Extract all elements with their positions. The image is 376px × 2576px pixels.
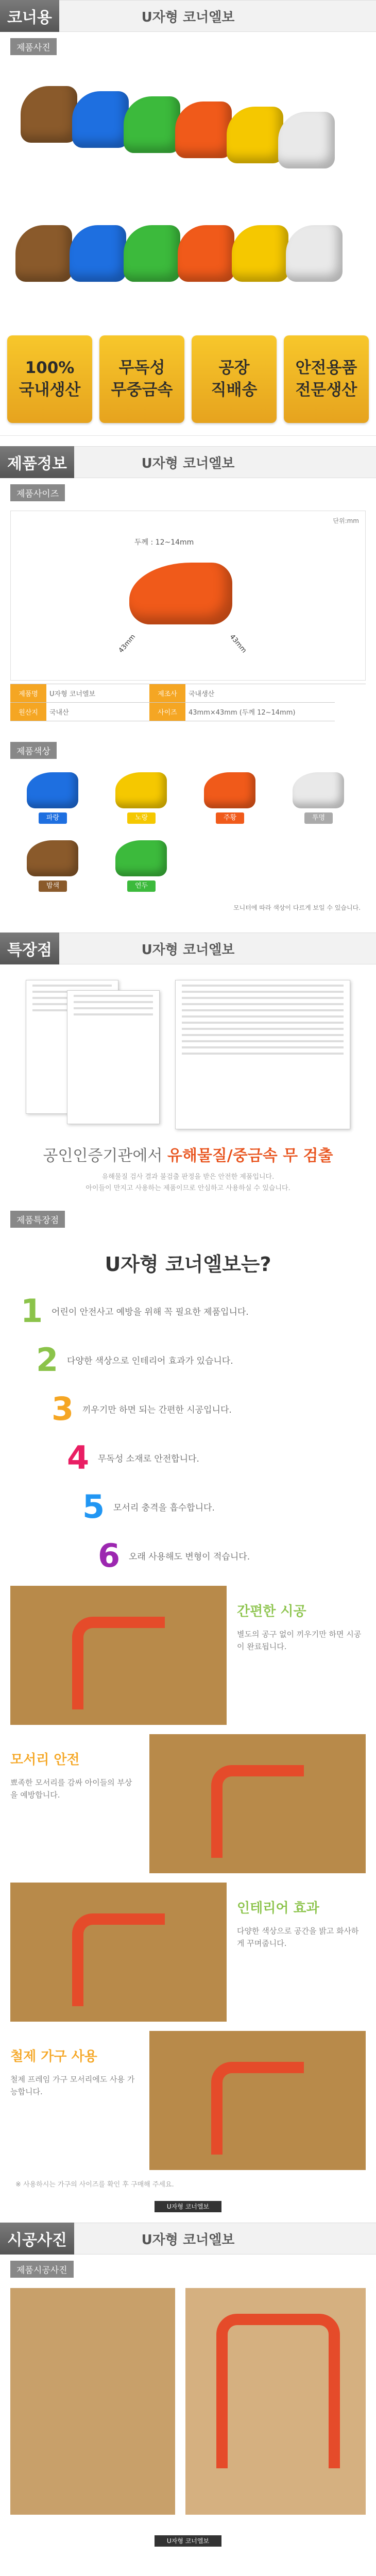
feature-detail-label: 제품특장점 [10, 1211, 65, 1228]
color-chip [115, 840, 167, 876]
color-swatch [104, 767, 183, 824]
footer-pill: U자형 코너엘보 [155, 2535, 221, 2547]
certificate-area [0, 964, 376, 1140]
spec-value: 국내생산 [185, 684, 335, 703]
feature-note: ※ 사용하시는 가구의 사이즈를 확인 후 구매해 주세요. [15, 2181, 174, 2189]
unit-label: 단위:mm [333, 517, 359, 524]
clip-orange [175, 101, 232, 158]
why-item [21, 1390, 355, 1428]
spec-key: 제조사 [149, 684, 185, 703]
color-swatch [15, 767, 95, 824]
section-title: U자형 코너엘보 [141, 455, 235, 471]
why-number: 1 [21, 1292, 43, 1330]
dim-label-2: 43mm [228, 633, 248, 655]
why-title: U자형 코너엘보는? [105, 1253, 271, 1276]
why-number: 5 [82, 1488, 105, 1526]
why-number: 6 [98, 1537, 121, 1575]
spec-value: 43mm×43mm (두께 12~14mm) [185, 703, 335, 721]
why-text: 무독성 소재로 안전합니다. [98, 1454, 199, 1465]
size-diagram [10, 511, 366, 681]
corner-elbow [211, 1765, 304, 1858]
color-swatch [193, 767, 272, 824]
section-tag: 코너용 [0, 0, 59, 32]
spec-key: 제품명 [10, 684, 46, 703]
feature-heading: 모서리 안전 [10, 1752, 80, 1768]
feature-desc: 다양한 색상으로 공간을 밝고 화사하게 꾸며줍니다. [237, 1926, 359, 1948]
orange-elbow [129, 563, 232, 624]
clip-clear-2 [286, 225, 343, 282]
corner-elbow [72, 1617, 165, 1709]
spec-key: 사이즈 [149, 703, 185, 721]
color-chip [293, 772, 344, 808]
clip-brown-2 [15, 225, 72, 282]
color-note: 모니터에 따라 색상이 다르게 보일 수 있습니다. [233, 904, 361, 911]
feature-text [10, 1750, 139, 1801]
clip-yellow-2 [232, 225, 288, 282]
color-swatch [104, 835, 183, 892]
clip-yellow [227, 107, 283, 163]
color-chip [204, 772, 255, 808]
feature-desc: 철제 프레임 가구 모서리에도 사용 가능합니다. [10, 2074, 135, 2096]
spec-table [10, 684, 366, 721]
color-name: 연두 [127, 880, 156, 892]
product-photo-area [0, 55, 376, 323]
why-number: 2 [36, 1341, 59, 1379]
feature-block [0, 1586, 376, 1725]
why-item [21, 1341, 355, 1379]
benefit-badge: 안전용품 전문생산 [284, 335, 369, 423]
section-tag: 시공사진 [0, 2223, 74, 2255]
color-name: 밤색 [39, 880, 67, 892]
why-item [21, 1292, 355, 1330]
color-name: 노랑 [127, 812, 156, 824]
info-header [0, 446, 376, 478]
benefit-badge: 100% 국내생산 [7, 335, 92, 423]
install-photo [10, 2288, 175, 2515]
section-tag: 특장점 [0, 933, 59, 964]
certificate-page [67, 990, 160, 1124]
feature-photo [10, 1586, 227, 1725]
certificate-caption: 공인인증기관에서 유해물질/중금속 무 검출 [43, 1147, 333, 1165]
feature-heading: 철제 가구 사용 [10, 2049, 97, 2065]
clip-green-2 [124, 225, 180, 282]
spec-value: U자형 코너엘보 [46, 684, 149, 703]
install-photo-area [0, 2283, 376, 2525]
why-text: 모서리 충격을 흡수합니다. [113, 1503, 215, 1514]
why-text: 다양한 색상으로 인테리어 효과가 있습니다. [67, 1356, 233, 1367]
clip-blue-2 [70, 225, 126, 282]
footer-pill: U자형 코너엘보 [155, 2201, 221, 2212]
color-chip [115, 772, 167, 808]
certificate-note: 유해물질 검사 결과 불검출 판정을 받은 안전한 제품입니다. 아이들이 만지고 사용하는 제품이므로 안심하고 사용하실 수 있습니다. [86, 1173, 290, 1193]
feature-header [0, 933, 376, 964]
color-name: 파랑 [39, 812, 67, 824]
feature-block [0, 1734, 376, 1873]
section-title: U자형 코너엘보 [141, 2232, 235, 2248]
feature-block [0, 2031, 376, 2170]
install-photo-label: 제품시공사진 [10, 2261, 74, 2278]
benefit-badge: 무독성 무중금속 [99, 335, 184, 423]
color-name: 투명 [304, 812, 333, 824]
product-size-label: 제품사이즈 [10, 484, 65, 501]
benefit-badge: 공장 직배송 [192, 335, 277, 423]
feature-heading: 인테리어 효과 [237, 1901, 319, 1917]
color-swatch [281, 767, 361, 824]
section-title: U자형 코너엘보 [141, 9, 235, 25]
feature-heading: 간편한 시공 [237, 1604, 306, 1620]
why-text: 오래 사용해도 변형이 적습니다. [129, 1552, 250, 1563]
section-tag: 제품정보 [0, 446, 74, 478]
feature-photo [149, 2031, 366, 2170]
dim-label-1: 43mm [117, 633, 138, 655]
feature-text [237, 1898, 366, 1950]
why-item [21, 1537, 355, 1574]
corner-elbow [211, 2062, 304, 2155]
spec-value: 국내산 [46, 703, 149, 721]
color-swatches [0, 759, 376, 900]
intro-header [0, 0, 376, 32]
why-item [21, 1439, 355, 1477]
feature-photo [149, 1734, 366, 1873]
color-swatch [15, 835, 95, 892]
benefit-badges [0, 323, 376, 436]
install-header [0, 2223, 376, 2255]
color-name: 주황 [216, 812, 244, 824]
color-chip [27, 772, 78, 808]
clip-brown [21, 86, 77, 143]
why-list [0, 1292, 376, 1574]
feature-desc: 뾰족한 모서리를 감싸 아이들의 부상을 예방합니다. [10, 1777, 132, 1800]
diameter-label: 두께 : 12~14mm [134, 538, 194, 547]
spec-key: 원산지 [10, 703, 46, 721]
clip-green [124, 96, 180, 153]
why-number: 3 [52, 1390, 74, 1428]
feature-text [10, 2046, 139, 2098]
why-item [21, 1488, 355, 1526]
clip-blue [72, 91, 129, 148]
clip-clear [278, 112, 335, 168]
product-color-label: 제품색상 [10, 742, 57, 759]
feature-block [0, 1883, 376, 2022]
corner-elbow [72, 1913, 165, 2006]
feature-text [237, 1601, 366, 1653]
section-title: U자형 코너엘보 [141, 942, 235, 958]
product-photo-label: 제품사진 [10, 38, 57, 55]
test-report-page [175, 980, 350, 1129]
feature-blocks [0, 1586, 376, 2170]
why-text: 끼우기만 하면 되는 간편한 시공입니다. [82, 1405, 232, 1416]
red-frame [216, 2314, 340, 2468]
why-number: 4 [67, 1439, 90, 1477]
why-text: 어린이 안전사고 예방을 위해 꼭 필요한 제품입니다. [52, 1307, 249, 1318]
feature-desc: 별도의 공구 없이 끼우기만 하면 시공이 완료됩니다. [237, 1629, 362, 1651]
clip-orange-2 [178, 225, 234, 282]
color-chip [27, 840, 78, 876]
feature-photo [10, 1883, 227, 2022]
